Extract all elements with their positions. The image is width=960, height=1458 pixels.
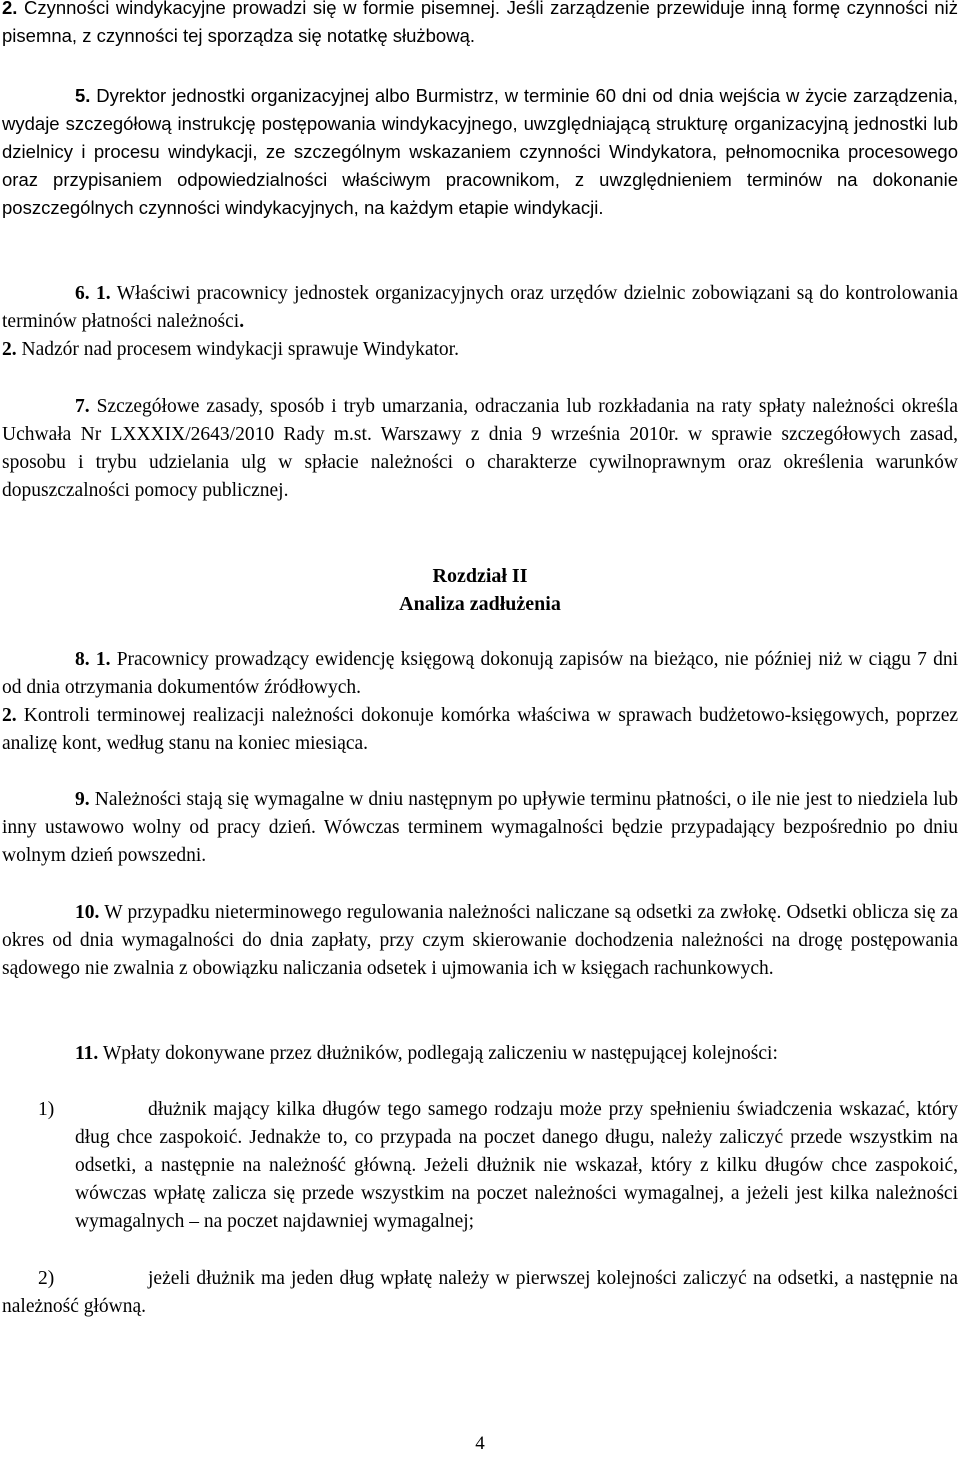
section-number: 9. (75, 789, 90, 810)
section-text: Dyrektor jednostki organizacyjnej albo Burmistrz, w terminie 60 dni od dnia wejścia w życie zarządzenia, wydaje szczegółową instrukcję postępowania windykacyjnego, uwzględniającą strukturę organizacyjną jednostki lub dzielnicy i procesu windykacji, ze szczególnym wskazaniem czynności Windykatora, pełnomocnika procesowego oraz przypisaniem odpowiedzialności właściwym pracownikom, z uwzględnieniem terminów na dokonanie poszczególnych czynności windykacyjnych, na każdym etapie windykacji. (2, 85, 958, 218)
point-number: 2. (2, 0, 18, 18)
section-text: Szczegółowe zasady, sposób i tryb umarzania, odraczania lub rozkładania na raty spłaty należności określa Uchwała Nr LXXXIX/2643/2010 Rady m.st. Warszawy z dnia 9 września 2010r. w sprawie szczegółowych zasad, sposobu i trybu udzielania ulg w spłacie należności o charakterze cywilnoprawnym oraz określenia warunków dopuszczalności pomocy publicznej. (2, 396, 958, 501)
section-9 (2, 786, 958, 870)
section-text: Należności stają się wymagalne w dniu następnym po upływie terminu płatności, o ile nie jest to niedziela lub inny ustawowo wolny od pracy dzień. Wówczas terminem wymagalności będzie przypadający bezpośrednio po dniu wolnym dzień powszedni. (2, 789, 959, 866)
point-text: Kontroli terminowej realizacji należności dokonuje komórka właściwa w sprawach budżetowo-księgowych, poprzez analizę kont, według stanu na koniec miesiąca. (2, 705, 959, 754)
section-number: 5. (75, 85, 91, 106)
section-8 (2, 646, 958, 758)
point-text: Właściwi pracownicy jednostek organizacyjnych oraz urzędów dzielnic zobowiązani są do kontrolowania terminów płatności należności (2, 283, 958, 332)
section-number: 7. (75, 396, 90, 417)
section-text: W przypadku nieterminowego regulowania należności naliczane są odsetki za zwłokę. Odsetki oblicza się za okres od dnia wymagalności do dnia zapłaty, przy czym skierowanie dochodzenia należności na drogę postępowania sądowego nie zwalnia z obowiązku naliczania odsetek i ujmowania ich w księgach rachunkowych. (2, 902, 958, 979)
point-text: Nadzór nad procesem windykacji sprawuje Windykator. (21, 339, 459, 360)
list-item-number: 1) (38, 1099, 55, 1120)
list-item (2, 1096, 958, 1236)
chapter-subtitle: Analiza zadłużenia (399, 593, 561, 615)
chapter-title: Rozdział II (432, 565, 528, 587)
point-number: 2. (2, 339, 17, 360)
list-item (2, 1265, 958, 1321)
section-number: 11. (75, 1043, 99, 1064)
list-item-text: jeżeli dłużnik ma jeden dług wpłatę należy w pierwszej kolejności zaliczyć na odsetki, a następnie na należność główną. (2, 1268, 958, 1317)
section-number: 6. (75, 283, 90, 304)
section-text: Wpłaty dokonywane przez dłużników, podlegają zaliczeniu w następującej kolejności: (102, 1043, 778, 1064)
section-7 (2, 393, 958, 505)
section-number: 10. (75, 902, 100, 923)
section-number: 8. (75, 649, 90, 670)
list-item-text: dłużnik mający kilka długów tego samego rodzaju może przy spełnieniu świadczenia wskazać, który dług chce zaspokoić. Jednakże to, co przypada na poczet danego długu, należy zaliczyć przede wszystkim na odsetki, a następnie na należność główną. Jeżeli dłużnik nie wskazał, który z kilku długów chce zaspokoić, wówczas wpłatę zalicza się przede wszystkim na poczet należności wymagalnej, a jeżeli jest kilka należności wymagalnych – na poczet najdawniej wymagalnej; (75, 1099, 958, 1232)
point-text: Pracownicy prowadzący ewidencję księgową dokonują zapisów na bieżąco, nie później niż w ciągu 7 dni od dnia otrzymania dokumentów źródłowych. (2, 649, 958, 698)
point-number: 2. (2, 705, 17, 726)
point-number: 1. (96, 283, 111, 304)
section-5 (2, 82, 958, 222)
list-item-number: 2) (38, 1268, 55, 1289)
point-end: . (239, 311, 245, 332)
page-number: 4 (475, 1433, 485, 1454)
section-6 (2, 280, 958, 364)
paragraph-text: Czynności windykacyjne prowadzi się w formie pisemnej. Jeśli zarządzenie przewiduje inną formę czynności niż pisemna, z czynności tej sporządza się notatkę służbową. (2, 0, 959, 46)
point-number: 1. (95, 649, 111, 670)
section-10 (2, 899, 958, 983)
paragraph-2-continued (2, 0, 958, 50)
section-11 (2, 1040, 958, 1068)
